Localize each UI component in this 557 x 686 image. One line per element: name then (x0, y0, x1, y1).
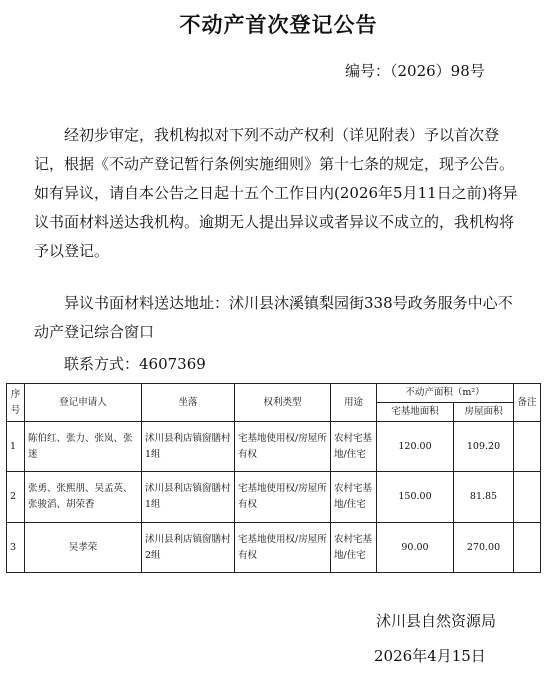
cell-remark (514, 523, 541, 573)
cell-right-type: 宅基地使用权/房屋所有权 (235, 472, 331, 523)
table-row (7, 523, 541, 573)
cell-seq: 1 (7, 422, 25, 472)
cell-location: 沭川县利店镇窗膳村1组 (142, 472, 235, 523)
issuing-authority: 沭川县自然资源局 (376, 612, 497, 630)
header-right-type: 权利类型 (235, 384, 331, 422)
issue-date: 2026年4月15日 (374, 647, 486, 665)
cell-location: 沭川县利店镇窗膳村2组 (142, 523, 235, 573)
cell-usage: 农村宅基地/住宅 (331, 523, 377, 573)
header-usage: 用途 (331, 384, 377, 422)
table-row (7, 472, 541, 523)
header-house-area: 房屋面积 (454, 403, 514, 422)
notice-title: 不动产首次登记公告 (179, 12, 378, 37)
cell-applicant: 张勇、张熙朋、吴孟英、张骏滔、胡荣香 (25, 472, 142, 523)
registration-table (6, 383, 541, 573)
header-seq: 序号 (7, 384, 25, 422)
document-number: 编号：（2026）98号 (345, 62, 485, 80)
cell-applicant: 吴孝荣 (25, 523, 142, 573)
objection-address-paragraph: 异议书面材料送达地址：沭川县沐溪镇梨园街338号政务服务中心不动产登记综合窗口 (34, 294, 513, 341)
cell-remark (514, 472, 541, 523)
cell-land-area: 150.00 (377, 472, 454, 523)
cell-usage: 农村宅基地/住宅 (331, 422, 377, 472)
cell-seq: 2 (7, 472, 25, 523)
header-area-group: 不动产面积（m²） (377, 384, 514, 403)
cell-applicant: 陈伯红、张力、张岚、张迷 (25, 422, 142, 472)
header-land-area: 宅基地面积 (377, 403, 454, 422)
header-remark: 备注 (514, 384, 541, 422)
cell-remark (514, 422, 541, 472)
cell-house-area: 109.20 (454, 422, 514, 472)
cell-seq: 3 (7, 523, 25, 573)
cell-location: 沭川县利店镇窗膳村1组 (142, 422, 235, 472)
table-row (7, 422, 541, 472)
notice-body-paragraph: 经初步审定，我机构拟对下列不动产权利（详见附表）予以首次登记，根据《不动产登记暂行条例实施细则》第十七条的规定，现予公告。如有异议，请自本公告之日起十五个工作日内(2026年5月11日之前)将异议书面材料送达我机构。逾期无人提出异议或者异议不成立的，我机构将予以登记。 (34, 126, 518, 260)
header-location: 坐落 (142, 384, 235, 422)
header-applicant: 登记申请人 (25, 384, 142, 422)
cell-land-area: 120.00 (377, 422, 454, 472)
cell-right-type: 宅基地使用权/房屋所有权 (235, 422, 331, 472)
cell-right-type: 宅基地使用权/房屋所有权 (235, 523, 331, 573)
cell-land-area: 90.00 (377, 523, 454, 573)
cell-house-area: 270.00 (454, 523, 514, 573)
cell-house-area: 81.85 (454, 472, 514, 523)
contact-info: 联系方式：4607369 (64, 355, 206, 373)
cell-usage: 农村宅基地/住宅 (331, 472, 377, 523)
